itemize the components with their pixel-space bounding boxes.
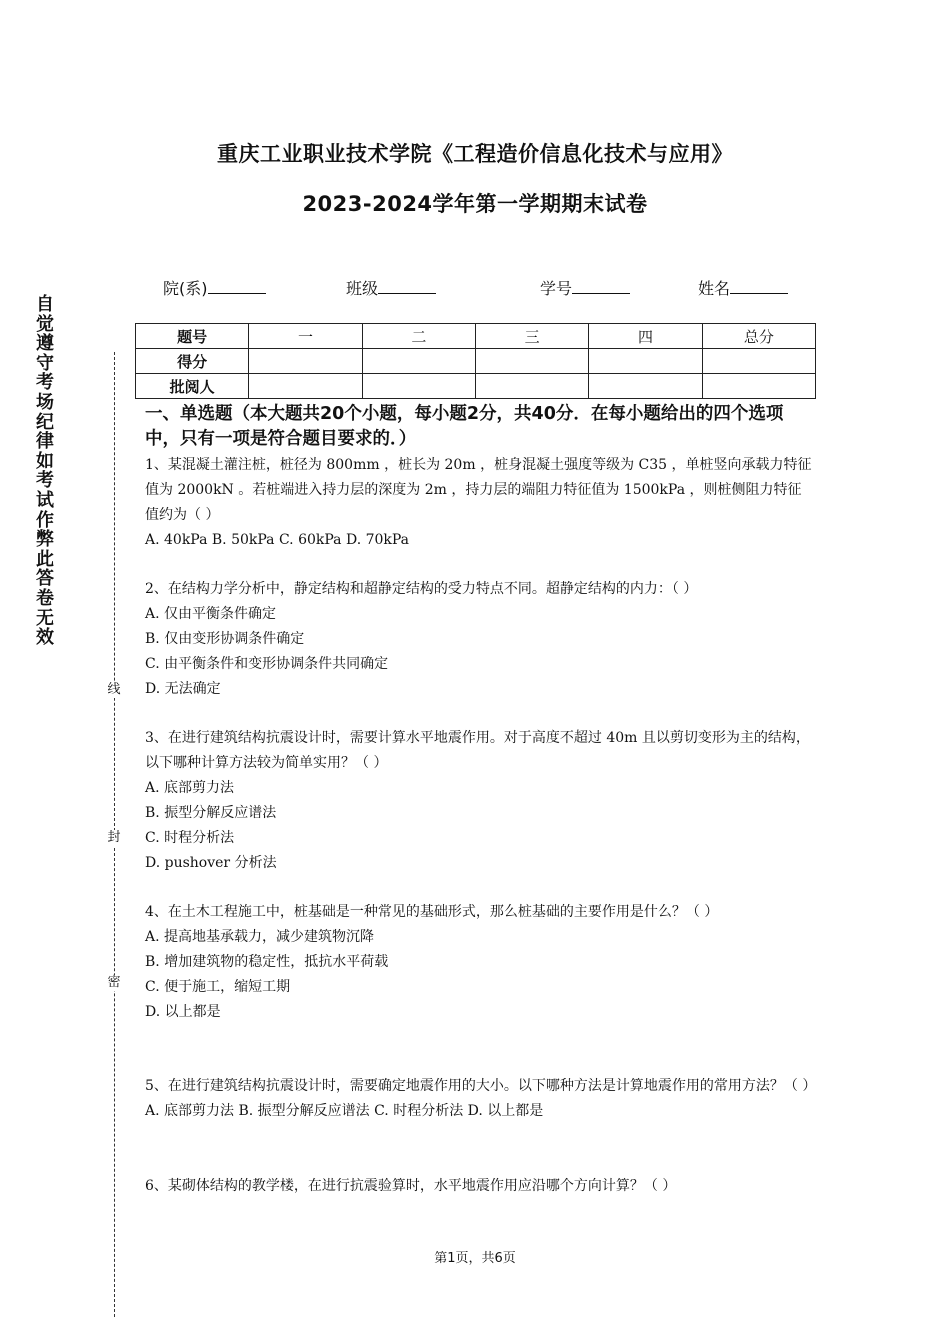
question-3 [145,726,813,876]
dept-field [163,276,266,299]
student-id-label: 学号 [540,279,573,298]
grader-cell[interactable] [702,374,815,399]
notice-char: 试 [36,489,54,511]
grader-cell[interactable] [475,374,588,399]
student-id-field [540,276,630,299]
question-2 [145,577,813,702]
notice-char: 自 [36,294,54,315]
notice-char: 考 [36,470,54,492]
question-stem: 4、在土木工程施工中，桩基础是一种常见的基础形式，那么桩基础的主要作用是什么？（ ） [145,904,719,920]
name-blank[interactable] [730,279,788,294]
name-label: 姓名 [698,279,731,298]
option-a: A. 仅由平衡条件确定 [145,606,277,622]
question-stem: 5、在进行建筑结构抗震设计时，需要确定地震作用的大小。以下哪种方法是计算地震作用的常用方法？（ ） [145,1078,817,1094]
option-b: B. 增加建筑物的稳定性，抵抗水平荷载 [145,954,389,970]
page-footer: 第1页，共6页 [434,1251,516,1266]
score-table-header-row [136,324,816,349]
score-table-row [136,374,816,399]
score-table-row [136,349,816,374]
score-header-cell: 二 [362,324,475,349]
score-cell[interactable] [249,349,362,374]
class-field [346,276,436,299]
question-stem: 3、在进行建筑结构抗震设计时，需要计算水平地震作用。对于高度不超过 40m 且以剪切变形为主的结构，以下哪种计算方法较为简单实用？（ ） [145,730,810,771]
dept-blank[interactable] [208,279,266,294]
notice-char: 无 [36,607,54,629]
notice-char: 场 [36,391,54,413]
class-label: 班级 [346,279,379,298]
dept-label: 院(系) [163,279,208,298]
score-header-cell: 三 [475,324,588,349]
option-d: D. 以上都是 [145,1004,221,1020]
notice-char: 此 [36,548,54,570]
notice-char: 律 [36,431,54,453]
option-c: C. 由平衡条件和变形协调条件共同确定 [145,656,389,672]
class-blank[interactable] [378,279,436,294]
exam-subtitle: 2023-2024学年第一学期期末试卷 [302,192,648,216]
score-row-label: 得分 [136,349,249,374]
binding-mark-secret: 密 [104,975,124,991]
student-id-blank[interactable] [572,279,630,294]
notice-char: 答 [36,568,54,590]
score-cell[interactable] [362,349,475,374]
score-header-cell: 四 [589,324,702,349]
notice-char: 效 [36,627,54,649]
option-d: D. pushover 分析法 [145,855,277,871]
notice-char: 卷 [36,587,54,609]
grader-cell[interactable] [589,374,702,399]
option-c: C. 便于施工，缩短工期 [145,979,291,995]
score-cell[interactable] [475,349,588,374]
question-stem: 1、某混凝土灌注桩，桩径为 800mm ，桩长为 20m ，桩身混凝土强度等级为 C35 ，单桩竖向承载力特征值为 2000kN 。若桩端进入持力层的深度为 2m ，持力层的端阻力特征值为 1500kPa ，则桩侧阻力特征值约为（ ） [145,457,812,523]
exam-discipline-notice [32,295,58,648]
option-b: B. 振型分解反应谱法 [145,805,277,821]
grader-cell[interactable] [362,374,475,399]
option-a: A. 底部剪力法 [145,780,235,796]
question-stem: 2、在结构力学分析中，静定结构和超静定结构的受力特点不同。超静定结构的内力：（ ） [145,581,698,597]
option-b: B. 仅由变形协调条件确定 [145,631,305,647]
grader-row-label: 批阅人 [136,374,249,399]
score-header-cell: 一 [249,324,362,349]
notice-char: 遵 [36,333,54,355]
binding-mark-seal: 封 [104,830,124,846]
score-header-cell: 总分 [702,324,815,349]
name-field [698,276,788,299]
binding-mark-line: 线 [104,682,124,698]
question-4 [145,900,813,1025]
notice-char: 觉 [36,313,54,335]
notice-char: 守 [36,352,54,374]
notice-char: 考 [36,372,54,394]
notice-char: 作 [36,509,54,531]
option-d: D. 无法确定 [145,681,221,697]
notice-char: 纪 [36,411,54,433]
notice-char: 如 [36,450,54,472]
question-options: A. 40kPa B. 50kPa C. 60kPa D. 70kPa [145,532,410,548]
score-table [135,323,816,399]
score-cell[interactable] [589,349,702,374]
question-options: A. 底部剪力法 B. 振型分解反应谱法 C. 时程分析法 D. 以上都是 [145,1103,544,1119]
section-heading: 一、单选题（本大题共20个小题，每小题2分，共40分．在每小题给出的四个选项中，只有一项是符合题目要求的．） [145,404,784,449]
exam-title: 重庆工业职业技术学院《工程造价信息化技术与应用》 [217,142,733,166]
question-1 [145,453,813,553]
score-cell[interactable] [702,349,815,374]
score-header-cell: 题号 [136,324,249,349]
option-c: C. 时程分析法 [145,830,235,846]
question-5 [145,1074,817,1124]
question-6 [145,1174,813,1199]
question-stem: 6、某砌体结构的教学楼，在进行抗震验算时，水平地震作用应沿哪个方向计算？（ ） [145,1178,677,1194]
notice-char: 弊 [36,529,54,551]
option-a: A. 提高地基承载力，减少建筑物沉降 [145,929,375,945]
grader-cell[interactable] [249,374,362,399]
